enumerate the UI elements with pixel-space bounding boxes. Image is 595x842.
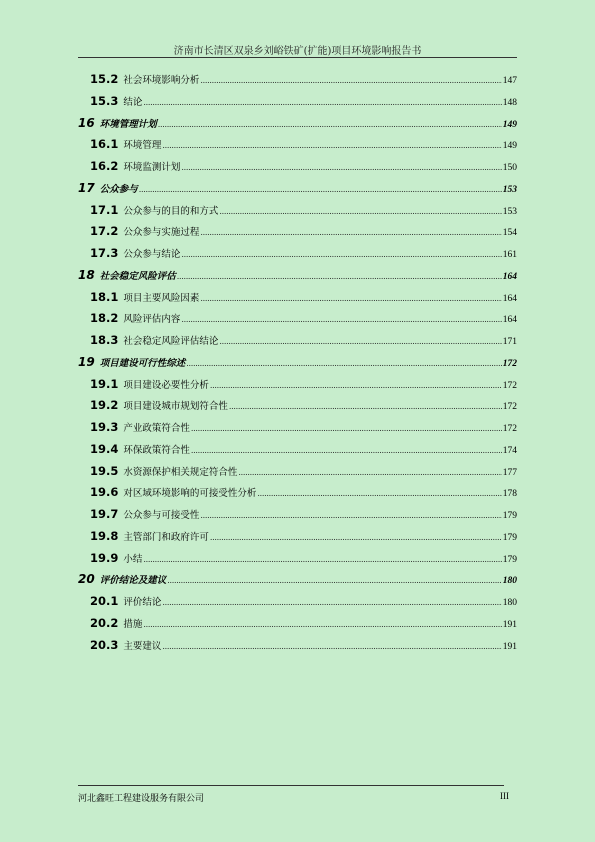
toc-entry[interactable] <box>78 398 517 414</box>
toc-entry-number: 17.3 <box>90 246 119 260</box>
toc-entry[interactable] <box>78 333 517 349</box>
toc-entry[interactable] <box>78 355 517 371</box>
toc-entry[interactable] <box>78 290 517 306</box>
toc-entry[interactable] <box>78 181 517 197</box>
toc-entry-title: 对区域环境影响的可接受性分析 <box>123 488 257 500</box>
toc-entry-title: 社会环境影响分析 <box>123 75 200 86</box>
toc-entry-number: 18.3 <box>90 333 119 347</box>
footer-rule <box>78 785 504 786</box>
toc-entry-page: 149 <box>502 141 517 152</box>
toc-entry[interactable] <box>78 507 517 523</box>
toc-entry[interactable] <box>78 377 517 393</box>
toc-dot-leader <box>191 446 502 455</box>
toc-entry-title: 风险评估内容 <box>123 314 181 326</box>
toc-entry-title: 公众参与实施过程 <box>123 227 200 239</box>
toc-dot-leader <box>200 294 501 303</box>
toc-entry-title: 公众参与 <box>99 183 138 195</box>
toc-entry-page: 180 <box>502 598 517 608</box>
toc-entry-number: 18.1 <box>90 289 119 304</box>
toc-entry[interactable] <box>78 116 517 132</box>
toc-entry-number: 20 <box>78 572 95 587</box>
toc-entry-page: 179 <box>502 554 517 565</box>
toc-dot-leader <box>162 642 501 651</box>
toc-entry-title: 项目建设可行性综述 <box>99 357 186 369</box>
toc-entry[interactable] <box>78 72 517 88</box>
toc-entry-title: 社会稳定风险评估 <box>99 270 176 282</box>
toc-entry-number: 19.7 <box>90 507 119 521</box>
toc-entry-title: 产业政策符合性 <box>123 423 190 434</box>
toc-entry-title: 主管部门和政府许可 <box>123 531 209 543</box>
toc-entry-title: 公众参与可接受性 <box>123 510 200 521</box>
toc-entry[interactable] <box>78 572 517 588</box>
toc-entry-title: 评价结论及建议 <box>99 575 167 587</box>
toc-dot-leader <box>257 489 501 498</box>
toc-entry-page: 161 <box>502 250 517 260</box>
toc-entry-number: 20.3 <box>90 637 119 652</box>
toc-entry-number: 17.2 <box>90 224 119 239</box>
toc-entry-number: 16.2 <box>90 159 119 173</box>
header-rule <box>78 57 517 58</box>
toc-entry-title: 环境管理 <box>123 140 162 152</box>
toc-entry-page: 172 <box>502 424 517 434</box>
toc-entry-title: 水资源保护相关规定符合性 <box>123 466 238 478</box>
toc-entry-page: 171 <box>502 337 517 347</box>
toc-entry-page: 179 <box>502 532 517 543</box>
toc-dot-leader <box>200 76 501 85</box>
toc-entry-page: 164 <box>502 315 517 326</box>
toc-entry-page: 153 <box>502 184 517 195</box>
toc-dot-leader <box>210 381 502 390</box>
toc-entry[interactable] <box>78 616 517 632</box>
toc-entry-page: 178 <box>502 489 517 500</box>
toc-dot-leader <box>143 620 501 629</box>
toc-entry[interactable] <box>78 529 517 545</box>
toc-entry[interactable] <box>78 159 517 175</box>
toc-entry-number: 18 <box>78 267 95 282</box>
toc-entry-page: 154 <box>502 228 517 239</box>
toc-entry-number: 16.1 <box>90 137 119 152</box>
toc-dot-leader <box>186 359 502 368</box>
toc-dot-leader <box>143 555 501 564</box>
toc-entry-page: 164 <box>502 271 517 282</box>
toc-entry[interactable] <box>78 94 517 110</box>
toc-entry-number: 15.2 <box>90 72 119 86</box>
page-header: 济南市长清区双泉乡刘峪铁矿(扩能)项目环境影响报告书 <box>173 46 422 57</box>
toc-entry-page: 172 <box>502 402 517 413</box>
toc-dot-leader <box>181 163 501 172</box>
toc-entry[interactable] <box>78 594 517 610</box>
toc-entry-title: 结论 <box>123 96 143 108</box>
toc-entry[interactable] <box>78 420 517 436</box>
toc-entry-page: 172 <box>502 358 517 369</box>
toc-dot-leader <box>229 402 502 411</box>
toc-entry-page: 164 <box>502 293 517 304</box>
toc-entry[interactable] <box>78 485 517 501</box>
toc-entry-title: 环境管理计划 <box>99 118 157 130</box>
toc-entry-page: 172 <box>502 380 517 391</box>
toc-entry[interactable] <box>78 551 517 567</box>
toc-dot-leader <box>219 207 501 216</box>
toc-entry-number: 19.2 <box>90 398 119 413</box>
toc-dot-leader <box>181 315 501 324</box>
toc-entry[interactable] <box>78 224 517 240</box>
toc-entry-page: 149 <box>502 119 517 130</box>
toc-dot-leader <box>158 120 502 129</box>
toc-entry-title: 公众参与结论 <box>123 249 181 260</box>
toc-entry-title: 项目建设城市规划符合性 <box>123 401 228 413</box>
toc-dot-leader <box>219 337 501 346</box>
toc-entry-page: 179 <box>502 511 517 521</box>
toc-entry-title: 措施 <box>123 618 143 630</box>
toc-entry-title: 小结 <box>123 553 143 565</box>
toc-entry-title: 环境监测计划 <box>123 162 181 173</box>
toc-entry-title: 公众参与的目的和方式 <box>123 205 219 217</box>
toc-entry-number: 19.1 <box>90 376 119 391</box>
toc-entry[interactable] <box>78 638 517 654</box>
toc-dot-leader <box>139 185 502 194</box>
toc-entry-title: 环保政策符合性 <box>123 444 190 456</box>
toc-entry[interactable] <box>78 246 517 262</box>
toc-entry-page: 148 <box>502 97 517 108</box>
toc-entry-page: 191 <box>502 641 517 652</box>
toc-entry-number: 19.3 <box>90 420 119 434</box>
toc-entry-title: 评价结论 <box>123 597 162 608</box>
toc-dot-leader <box>200 511 501 520</box>
toc-entry-page: 153 <box>502 206 517 217</box>
toc-entry-number: 19.9 <box>90 550 119 565</box>
toc-entry-number: 19.8 <box>90 528 119 543</box>
toc-dot-leader <box>162 598 501 607</box>
toc-entry-title: 主要建议 <box>123 640 162 652</box>
toc-entry-title: 项目建设必要性分析 <box>123 379 209 391</box>
toc-dot-leader <box>177 272 502 281</box>
toc-entry-number: 20.2 <box>90 615 119 630</box>
toc-dot-leader <box>167 576 502 585</box>
toc-entry-page: 180 <box>502 576 517 587</box>
toc-dot-leader <box>191 424 502 433</box>
toc-entry[interactable] <box>78 311 517 327</box>
toc-entry[interactable] <box>78 137 517 153</box>
toc-dot-leader <box>200 228 501 237</box>
toc-entry-number: 19 <box>78 354 95 369</box>
toc-entry-number: 19.4 <box>90 441 119 456</box>
toc-dot-leader <box>162 141 501 150</box>
toc-entry-number: 19.6 <box>90 485 119 500</box>
toc-entry[interactable] <box>78 464 517 480</box>
toc-entry[interactable] <box>78 442 517 458</box>
footer-company: 河北鑫旺工程建设服务有限公司 <box>78 794 205 804</box>
toc-entry-title: 项目主要风险因素 <box>123 292 200 304</box>
toc-entry[interactable] <box>78 203 517 219</box>
toc-entry-page: 150 <box>502 163 517 173</box>
toc-entry-number: 20.1 <box>90 594 119 608</box>
toc-entry-page: 177 <box>502 467 517 478</box>
toc-entry-page: 147 <box>502 76 517 86</box>
toc-entry[interactable] <box>78 268 517 284</box>
toc-entry-page: 174 <box>502 445 517 456</box>
toc-entry-page: 191 <box>502 619 517 630</box>
footer-page-number: III <box>500 791 509 801</box>
toc-entry-number: 17.1 <box>90 202 119 217</box>
toc-entry-number: 18.2 <box>90 311 119 326</box>
toc-dot-leader <box>210 533 502 542</box>
toc-dot-leader <box>181 250 501 259</box>
toc-entry-title: 社会稳定风险评估结论 <box>123 336 219 347</box>
toc-entry-number: 17 <box>78 180 95 195</box>
toc-dot-leader <box>238 468 501 477</box>
toc-entry-number: 15.3 <box>90 93 119 108</box>
toc-dot-leader <box>143 98 501 107</box>
toc-entry-number: 16 <box>78 115 95 130</box>
toc-entry-number: 19.5 <box>90 463 119 478</box>
